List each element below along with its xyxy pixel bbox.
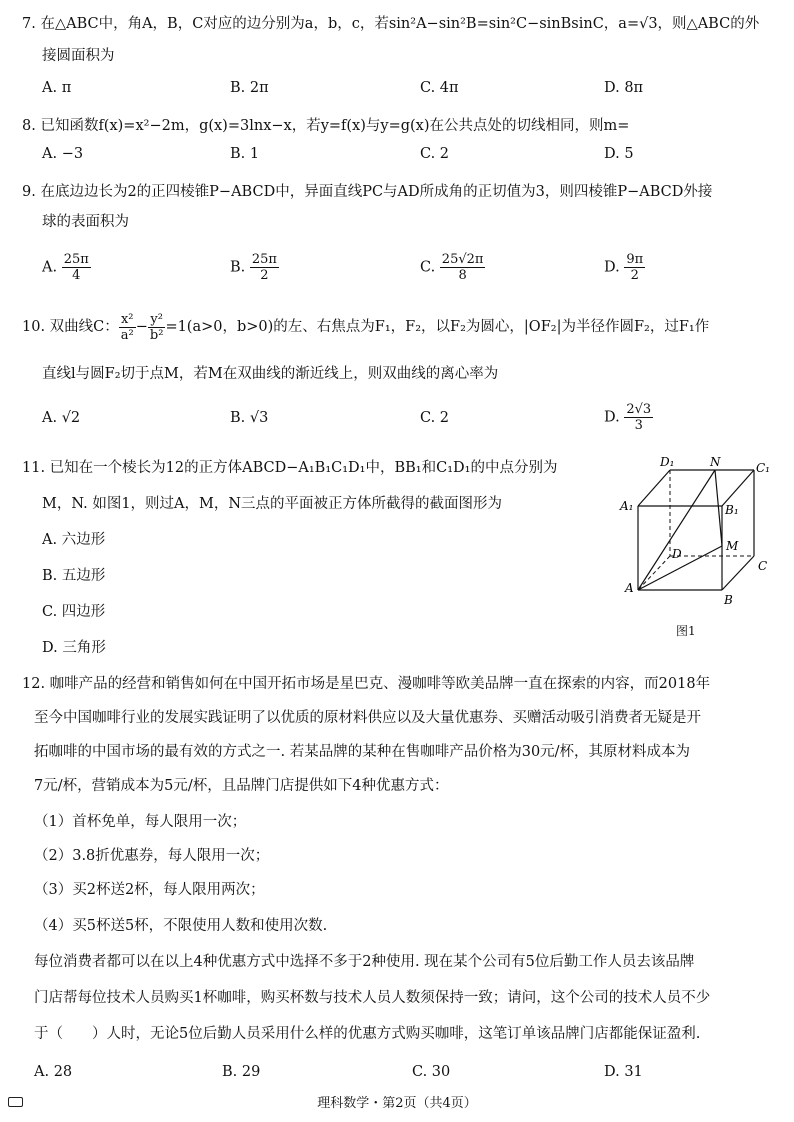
q11-option-d: D. 三角形	[42, 640, 106, 656]
fig-label-d: D	[672, 547, 682, 561]
q10-option-b: B. √3	[230, 410, 269, 426]
q8-option-a: A. −3	[42, 146, 84, 162]
q11-stem: 11. 已知在一个棱长为12的正方体ABCD−A₁B₁C₁D₁中，BB₁和C₁D₁的中点分别为	[22, 460, 558, 476]
q7-option-d: D. 8π	[604, 80, 644, 96]
q10-option-c: C. 2	[420, 410, 450, 426]
fig-label-a: A	[625, 581, 634, 595]
q9-option-b: B. $\frac{25\pi}{2}$	[230, 252, 277, 283]
q12-line: 拓咖啡的中国市场的最有效的方式之一. 若某品牌的某种在售咖啡产品价格为30元/杯，其原材料成本为	[34, 744, 691, 760]
q11-option-b: B. 五边形	[42, 568, 106, 584]
q9-option-a: A. $\frac{25\pi}{4}$	[42, 252, 89, 283]
q7-option-a: A. π	[42, 80, 72, 96]
q7-option-c: C. 4π	[420, 80, 459, 96]
q12-line: 门店帮每位技术人员购买1杯咖啡，购买杯数与技术人员人数须保持一致；请问，这个公司的技术人员不少	[34, 990, 711, 1006]
figure-caption: 图1	[676, 624, 696, 638]
fig-label-c: C	[758, 559, 768, 573]
q9-option-c: C. $\frac{25√2\pi}{8}$	[420, 252, 484, 283]
q12-line: （3）买2杯送2杯，每人限用两次；	[34, 882, 265, 898]
q12-line: （4）买5杯送5杯，不限使用人数和使用次数.	[34, 918, 328, 934]
cube-figure	[610, 452, 790, 652]
fig-label-c1: C₁	[756, 461, 770, 475]
fig-label-m: M	[726, 539, 739, 553]
q12-line: 12. 咖啡产品的经营和销售如何在中国开拓市场是星巴克、漫咖啡等欧美品牌一直在探索的内容，而2018年	[22, 676, 711, 692]
q10-stem: 10. 双曲线C： $\frac{\text{x²}}{\text{a²}}$ − $\frac{\text{y²}}{\text{b²}}$ =1(a>0，b>0)的左、右焦点为F₁，F₂，以F₂为圆心，|OF₂|为半径作圆F₂，过F₁作	[22, 311, 710, 343]
q12-option-b: B. 29	[222, 1064, 261, 1080]
q9-option-d: D. $\frac{9\pi}{2}$	[604, 252, 644, 283]
q12-line: 至今中国咖啡行业的发展实践证明了以优质的原材料供应以及大量优惠券、买赠活动吸引消费者无疑是开	[34, 710, 701, 726]
q8-option-d: D. 5	[604, 146, 634, 162]
q12-line: 于（ ）人时，无论5位后勤人员采用什么样的优惠方式购买咖啡，这笔订单该品牌门店都能保证盈利.	[34, 1026, 701, 1042]
q8-option-b: B. 1	[230, 146, 260, 162]
q11-option-a: A. 六边形	[42, 532, 106, 548]
q10-option-a: A. √2	[42, 410, 81, 426]
q12-line: （1）首杯免单，每人限用一次；	[34, 814, 247, 830]
q12-line: 7元/杯，营销成本为5元/杯，且品牌门店提供如下4种优惠方式：	[34, 778, 449, 794]
q9-stem: 9. 在底边边长为2的正四棱锥P−ABCD中，异面直线PC与AD所成角的正切值为3，则四棱锥P−ABCD外接	[22, 184, 713, 200]
q11-stem-cont: M，N. 如图1，则过A，M，N三点的平面被正方体所截得的截面图形为	[42, 496, 503, 512]
q12-line: 每位消费者都可以在以上4种优惠方式中选择不多于2种使用. 现在某个公司有5位后勤工作人员去该品牌	[34, 954, 695, 970]
q12-option-c: C. 30	[412, 1064, 451, 1080]
q12-option-d: D. 31	[604, 1064, 643, 1080]
q7-stem: 7. 在△ABC中，角A，B，C对应的边分别为a，b，c，若sin²A−sin²B=sin²C−sinBsinC，a=√3，则△ABC的外	[22, 16, 760, 32]
fig-label-d1: D₁	[660, 455, 675, 469]
q12-option-a: A. 28	[34, 1064, 73, 1080]
q10-stem-cont: 直线l与圆F₂切于点M，若M在双曲线的渐近线上，则双曲线的离心率为	[42, 366, 499, 382]
fig-label-a1: A₁	[620, 499, 634, 513]
page-footer: 理科数学・第2页（共4页）	[317, 1096, 477, 1111]
q8-option-c: C. 2	[420, 146, 450, 162]
q10-option-d: D. $\frac{2√3}{3}$	[604, 402, 652, 433]
fig-label-b: B	[724, 593, 733, 607]
fig-label-b1: B₁	[725, 503, 739, 517]
q9-stem-cont: 球的表面积为	[42, 214, 129, 230]
q11-option-c: C. 四边形	[42, 604, 106, 620]
q12-line: （2）3.8折优惠券，每人限用一次；	[34, 848, 270, 864]
fig-label-n: N	[710, 455, 721, 469]
q7-option-b: B. 2π	[230, 80, 269, 96]
q8-stem: 8. 已知函数f(x)=x²−2m，g(x)=3lnx−x，若y=f(x)与y=g(x)在公共点处的切线相同，则m=	[22, 118, 630, 134]
q7-stem-cont: 接圆面积为	[42, 48, 115, 64]
